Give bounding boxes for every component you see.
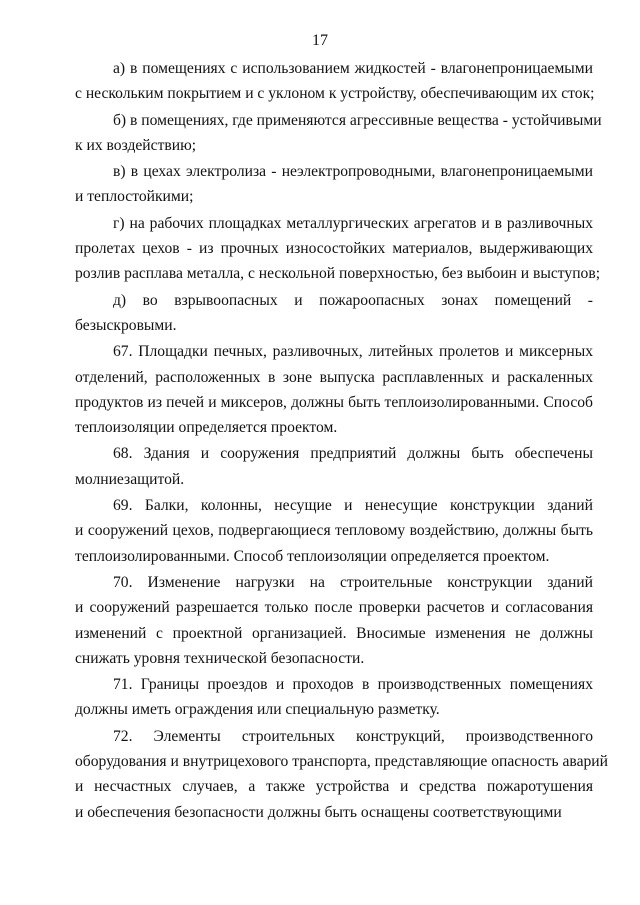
text-line: пролетах цехов - из прочных износостойких материалов, выдерживающих [75,240,593,258]
text-line: отделений, расположенных в зоне выпуска расплавленных и раскаленных [75,368,593,386]
text-line: теплоизоляции определяется проектом. [75,419,338,437]
text-line: и сооружений разрешается только после проверки расчетов и согласования [75,599,593,617]
text-line: 67. Площадки печных, разливочных, литейных пролетов и миксерных [113,343,593,361]
text-line: 68. Здания и сооружения предприятий должны быть обеспечены [113,445,593,463]
text-line: 72. Элементы строительных конструкций, производственного [113,727,593,745]
paragraph [75,339,593,440]
paragraph [75,56,593,107]
text-line: 71. Границы проездов и проходов в производственных помещениях [113,676,593,694]
text-line: безыскровыми. [75,316,177,334]
paragraph [75,570,593,671]
text-line: изменений с проектной организацией. Вносимые изменения не должны [75,624,593,642]
paragraph [75,159,593,210]
text-line: к их воздействию; [75,136,197,154]
text-line: 69. Балки, колонны, несущие и ненесущие конструкции зданий [113,497,593,515]
paragraph [75,288,593,339]
paragraph [75,441,593,492]
paragraph [75,108,602,159]
paragraph [75,724,608,825]
paragraph [75,211,601,287]
text-line: теплоизолированными. Способ теплоизоляции определяется проектом. [75,547,550,565]
text-line: 70. Изменение нагрузки на строительные конструкции зданий [113,573,593,591]
document-body [75,56,608,826]
text-line: в) в цехах электролиза - неэлектропроводными, влагонепроницаемыми [113,163,593,181]
text-line: д) во взрывоопасных и пожароопасных зонах помещений - [113,291,593,309]
text-line: с нескольким покрытием и с уклоном к устройству, обеспечивающим их сток; [75,85,595,103]
text-line: молниезащитой. [75,470,185,488]
text-line: а) в помещениях с использованием жидкостей - влагонепроницаемыми [113,60,593,77]
text-line: и сооружений цехов, подвергающиеся тепловому воздействию, должны быть [75,522,593,540]
paragraph [75,672,593,723]
page-number: 17 [312,32,328,49]
paragraph [75,493,593,569]
text-line: г) на рабочих площадках металлургических агрегатов и в разливочных [113,214,593,232]
text-line: б) в помещениях, где применяются агрессивные вещества - устойчивыми [113,111,602,129]
text-line: и теплостойкими; [75,188,194,206]
text-line: продуктов из печей и миксеров, должны быть теплоизолированными. Способ [75,393,593,411]
text-line: снижать уровня технической безопасности. [75,649,365,667]
text-line: оборудования и внутрицехового транспорта, представляющие опасность аварий [75,753,608,771]
text-line: и несчастных случаев, а также устройства и средства пожаротушения [75,778,593,796]
text-line: розлив расплава металла, с нескольной поверхностью, без выбоин и выступов; [75,265,601,283]
text-line: и обеспечения безопасности должны быть оснащены соответствующими [75,803,562,821]
text-line: должны иметь ограждения или специальную разметку. [75,701,440,719]
